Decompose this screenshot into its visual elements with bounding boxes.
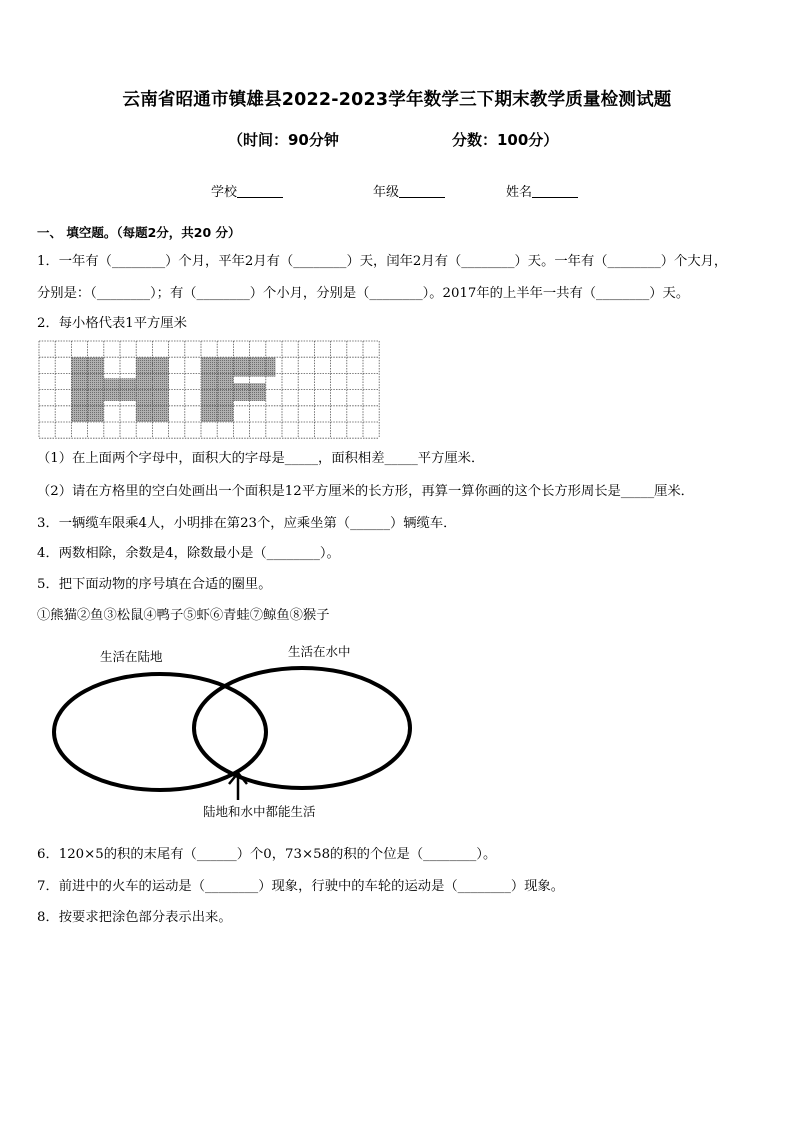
venn-land-label: 生活在陆地 xyxy=(100,649,163,664)
question-5: 5．把下面动物的序号填在合适的圈里。 xyxy=(37,577,272,592)
question-1-line-1: 1．一年有（________）个月，平年2月有（________）天，闰年2月有（________）天。一年有（________）个大月， xyxy=(37,254,728,269)
section-heading: 一、 填空题。（每题2分，共20 分） xyxy=(37,225,241,240)
name-blank[interactable] xyxy=(532,185,578,198)
school-blank[interactable] xyxy=(237,185,283,198)
exam-time: （时间：90分钟 xyxy=(228,131,339,149)
water-circle xyxy=(194,668,410,788)
school-field[interactable] xyxy=(211,181,283,200)
name-label: 姓名 xyxy=(506,185,533,200)
grade-label: 年级 xyxy=(373,185,400,200)
question-2-intro: 2．每小格代表1平方厘米 xyxy=(37,316,187,331)
question-2-sub-1: （1）在上面两个字母中，面积大的字母是_____，面积相差_____平方厘米． xyxy=(37,451,485,466)
venn-water-label: 生活在水中 xyxy=(288,644,351,659)
question-5-animals: ①熊猫②鱼③松鼠④鸭子⑤虾⑥青蛙⑦鲸鱼⑧猴子 xyxy=(37,608,330,623)
question-2-sub-2: （2）请在方格里的空白处画出一个面积是12平方厘米的长方形，再算一算你画的这个长方形周长是_____厘米． xyxy=(37,484,694,499)
name-field[interactable] xyxy=(506,181,578,200)
question-6: 6．120×5的积的末尾有（______）个0，73×58的积的个位是（________）。 xyxy=(37,847,497,862)
grade-field[interactable] xyxy=(373,181,445,200)
grade-blank[interactable] xyxy=(399,185,445,198)
square-grid-figure xyxy=(38,340,383,438)
question-1-line-2: 分别是：（________）；有（________）个小月，分别是（________）。2017年的上半年一共有（________）天。 xyxy=(37,286,690,301)
venn-both-label: 陆地和水中都能生活 xyxy=(203,804,316,819)
question-4: 4．两数相除，余数是4，除数最小是（________）。 xyxy=(37,546,340,561)
exam-score: 分数：100分） xyxy=(452,131,559,149)
question-7: 7．前进中的火车的运动是（________）现象，行驶中的车轮的运动是（________）现象。 xyxy=(37,879,565,894)
question-3: 3．一辆缆车限乘4人，小明排在第23个，应乘坐第（______）辆缆车． xyxy=(37,516,457,531)
venn-diagram xyxy=(50,660,430,805)
page-title: 云南省昭通市镇雄县2022-2023学年数学三下期末教学质量检测试题 xyxy=(122,90,672,110)
question-8: 8．按要求把涂色部分表示出来。 xyxy=(37,910,232,925)
school-label: 学校 xyxy=(211,185,238,200)
